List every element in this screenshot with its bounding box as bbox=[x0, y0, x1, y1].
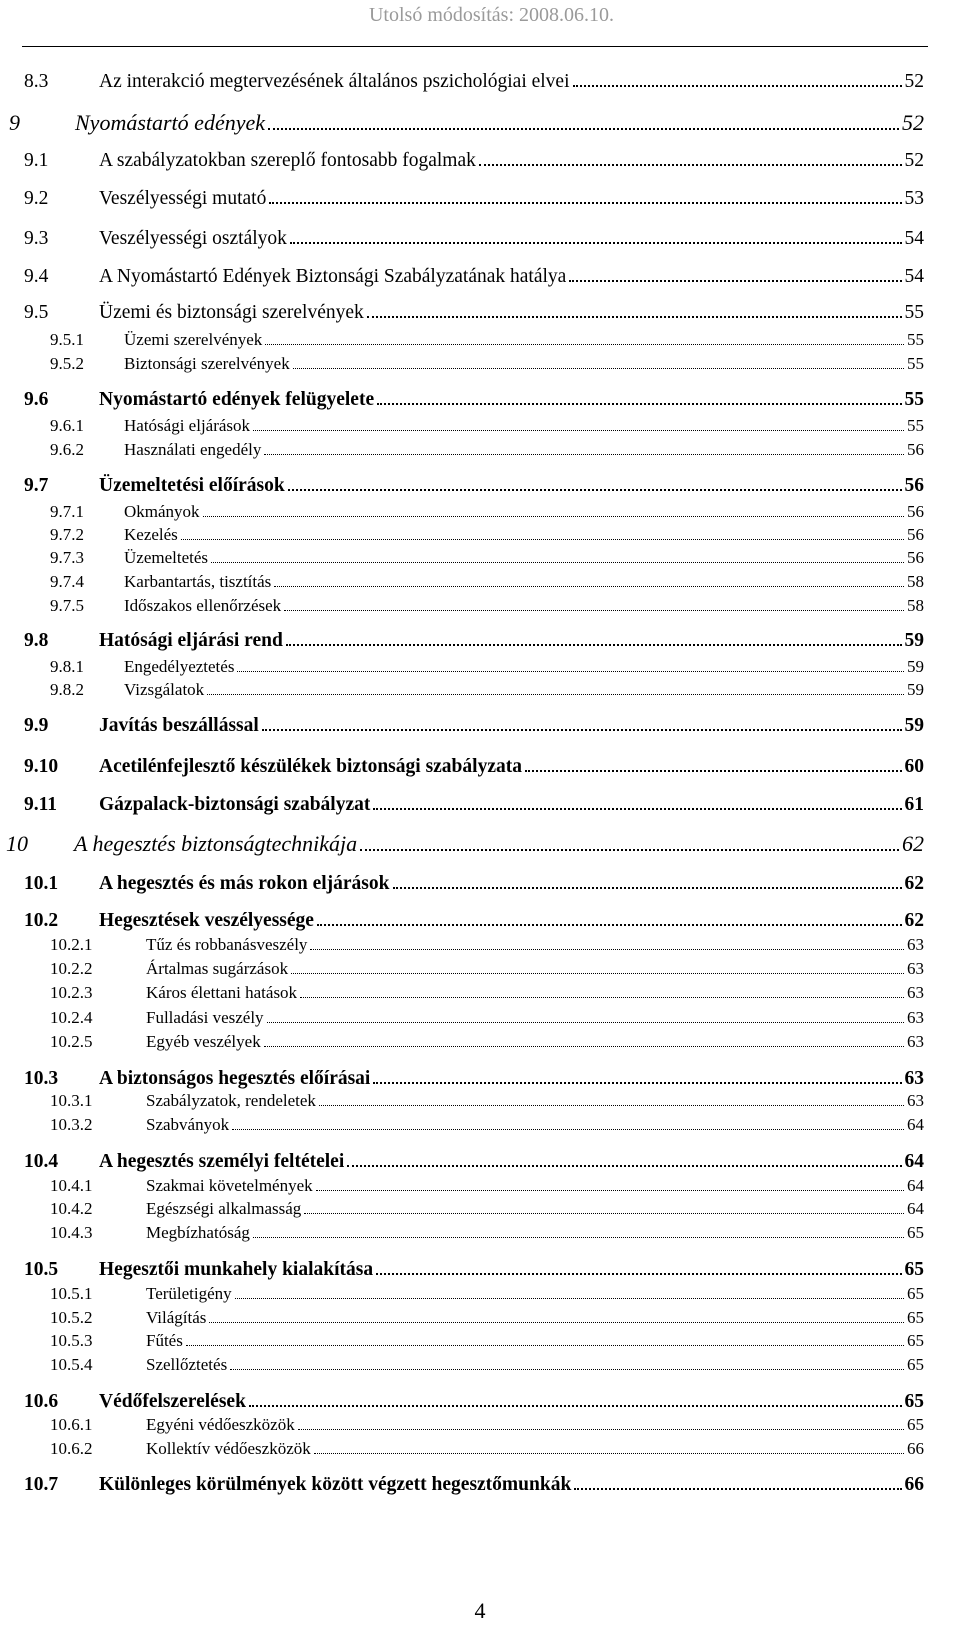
toc-entry-number: 9.5.2 bbox=[50, 354, 84, 373]
toc-entry-number: 9.6.1 bbox=[50, 416, 84, 435]
toc-entry-title: A Nyomástartó Edények Biztonsági Szabályzatának hatálya bbox=[99, 266, 567, 287]
toc-entry-title: Hatósági eljárási rend bbox=[99, 630, 283, 651]
toc-entry-title: Egyéni védőeszközök bbox=[146, 1415, 295, 1434]
toc-entry-page: 59 bbox=[907, 680, 924, 699]
toc-entry[interactable] bbox=[50, 548, 924, 568]
toc-entry[interactable] bbox=[24, 756, 924, 778]
toc-entry-page: 62 bbox=[904, 873, 924, 894]
dot-leader bbox=[286, 644, 902, 646]
toc-entry-number: 10.2.2 bbox=[50, 959, 93, 978]
dot-leader bbox=[264, 454, 904, 455]
toc-entry-number: 9.3 bbox=[24, 228, 49, 249]
dot-leader bbox=[314, 1453, 904, 1454]
toc-entry[interactable] bbox=[24, 873, 924, 895]
dot-leader bbox=[237, 671, 904, 672]
dot-leader bbox=[317, 924, 902, 926]
dot-leader bbox=[574, 1488, 901, 1490]
toc-entry-number: 10.5.4 bbox=[50, 1355, 93, 1374]
toc-entry-number: 10.6.1 bbox=[50, 1415, 93, 1434]
toc-entry-number: 10.2.1 bbox=[50, 935, 93, 954]
toc-entry[interactable] bbox=[24, 188, 924, 210]
toc-entry-page: 65 bbox=[907, 1331, 924, 1350]
dot-leader bbox=[304, 1213, 904, 1214]
dot-leader bbox=[203, 516, 904, 517]
dot-leader bbox=[235, 1298, 904, 1299]
toc-entry-page: 65 bbox=[904, 1259, 924, 1280]
toc-entry-number: 10.5.2 bbox=[50, 1308, 93, 1327]
dot-leader bbox=[373, 808, 901, 810]
toc-entry-number: 10.3.2 bbox=[50, 1115, 93, 1134]
toc-entry-number: 10.6.2 bbox=[50, 1439, 93, 1458]
toc-entry[interactable] bbox=[50, 525, 924, 545]
toc-entry-number: 9.7 bbox=[24, 475, 49, 496]
toc-entry[interactable] bbox=[24, 228, 924, 250]
toc-entry-page: 65 bbox=[907, 1415, 924, 1434]
toc-entry-page: 63 bbox=[907, 959, 924, 978]
dot-leader bbox=[274, 586, 904, 587]
toc-entry-page: 63 bbox=[904, 1068, 924, 1089]
toc-entry[interactable] bbox=[24, 302, 924, 324]
toc-entry-title: Javítás beszállással bbox=[99, 715, 259, 736]
dot-leader bbox=[268, 128, 899, 130]
toc-entry[interactable] bbox=[24, 71, 924, 93]
dot-leader bbox=[207, 694, 904, 695]
dot-leader bbox=[569, 280, 901, 282]
toc-entry-number: 9.7.1 bbox=[50, 502, 84, 521]
toc-entry-title: Szabályzatok, rendeletek bbox=[146, 1091, 316, 1110]
toc-entry-page: 55 bbox=[907, 416, 924, 435]
toc-entry-number: 9.10 bbox=[24, 756, 59, 777]
toc-entry-title: Üzemeltetési előírások bbox=[99, 475, 285, 496]
toc-entry[interactable] bbox=[50, 416, 924, 436]
toc-entry-page: 55 bbox=[904, 302, 924, 323]
toc-entry-number: 9.11 bbox=[24, 794, 58, 815]
toc-entry[interactable] bbox=[50, 1308, 924, 1328]
toc-entry[interactable] bbox=[24, 1068, 924, 1090]
toc-entry-number: 10.2 bbox=[24, 910, 59, 931]
toc-entry-page: 64 bbox=[907, 1176, 924, 1195]
toc-entry-page: 64 bbox=[907, 1199, 924, 1218]
toc-entry-title: Üzemi szerelvények bbox=[124, 330, 263, 349]
toc-entry-title: Világítás bbox=[146, 1308, 207, 1327]
toc-entry-title: Időszakos ellenőrzések bbox=[124, 596, 282, 615]
dot-leader bbox=[377, 403, 901, 405]
toc-entry[interactable] bbox=[50, 983, 924, 1003]
toc-entry-page: 59 bbox=[904, 630, 924, 651]
toc-entry-page: 63 bbox=[907, 1091, 924, 1110]
toc-entry-page: 58 bbox=[907, 572, 924, 591]
toc-entry[interactable] bbox=[50, 596, 924, 616]
toc-entry-title: Gázpalack-biztonsági szabályzat bbox=[99, 794, 371, 815]
page-number: 4 bbox=[474, 1598, 486, 1623]
toc-entry[interactable] bbox=[24, 630, 924, 652]
toc-entry-title: Karbantartás, tisztítás bbox=[124, 572, 272, 591]
toc-entry-title: Veszélyességi mutató bbox=[99, 188, 267, 209]
toc-entry-number: 10.5 bbox=[24, 1259, 59, 1280]
toc-entry[interactable] bbox=[50, 657, 924, 677]
toc-entry-title: Hegesztések veszélyessége bbox=[99, 910, 314, 931]
toc-entry-title: Kezelés bbox=[124, 525, 178, 544]
toc-entry-number: 10.7 bbox=[24, 1474, 59, 1495]
toc-entry-page: 65 bbox=[907, 1308, 924, 1327]
toc-entry[interactable] bbox=[24, 1151, 924, 1173]
toc-entry-page: 52 bbox=[904, 150, 924, 171]
dot-leader bbox=[288, 489, 902, 491]
toc-entry-title: A hegesztés biztonságtechnikája bbox=[74, 831, 358, 856]
toc-entry[interactable] bbox=[24, 266, 924, 288]
toc-entry-title: Kollektív védőeszközök bbox=[146, 1439, 311, 1458]
toc-entry-page: 53 bbox=[904, 188, 924, 209]
toc-entry-page: 56 bbox=[907, 440, 924, 459]
dot-leader bbox=[300, 997, 904, 998]
toc-entry[interactable] bbox=[50, 354, 924, 374]
toc-entry[interactable] bbox=[50, 1199, 924, 1219]
toc-entry[interactable] bbox=[24, 1474, 924, 1496]
toc-entry-number: 10.2.4 bbox=[50, 1008, 93, 1027]
toc-entry-number: 10.4.3 bbox=[50, 1223, 93, 1242]
dot-leader bbox=[298, 1429, 904, 1430]
toc-entry-number: 10.5.3 bbox=[50, 1331, 93, 1350]
toc-entry[interactable] bbox=[50, 959, 924, 979]
dot-leader bbox=[310, 949, 904, 950]
toc-entry-number: 10.2.5 bbox=[50, 1032, 93, 1051]
toc-entry-title: Használati engedély bbox=[124, 440, 262, 459]
toc-entry-title: A biztonságos hegesztés előírásai bbox=[99, 1068, 371, 1089]
toc-entry[interactable] bbox=[50, 330, 924, 350]
dot-leader bbox=[232, 1129, 904, 1130]
toc-entry-number: 10.4.2 bbox=[50, 1199, 93, 1218]
toc-entry-page: 62 bbox=[902, 831, 924, 856]
toc-entry-title: Biztonsági szerelvények bbox=[124, 354, 290, 373]
toc-entry-number: 10.1 bbox=[24, 873, 59, 894]
modification-date-header: Utolsó módosítás: 2008.06.10. bbox=[368, 4, 614, 26]
toc-entry-title: Védőfelszerelések bbox=[99, 1391, 246, 1412]
toc-entry-title: A szabályzatokban szereplő fontosabb fogalmak bbox=[99, 150, 476, 171]
dot-leader bbox=[249, 1405, 902, 1407]
toc-entry-number: 10.4.1 bbox=[50, 1176, 93, 1195]
dot-leader bbox=[186, 1345, 904, 1346]
toc-entry-title: Káros élettani hatások bbox=[146, 983, 298, 1002]
dot-leader bbox=[360, 849, 899, 851]
toc-entry-title: A hegesztés személyi feltételei bbox=[99, 1151, 345, 1172]
toc-entry-title: Vizsgálatok bbox=[124, 680, 205, 699]
toc-entry-number: 10.5.1 bbox=[50, 1284, 93, 1303]
toc-entry-page: 52 bbox=[902, 110, 924, 135]
toc-entry[interactable] bbox=[24, 1391, 924, 1413]
toc-entry-title: Fulladási veszély bbox=[146, 1008, 264, 1027]
toc-entry-title: Fűtés bbox=[146, 1331, 183, 1350]
toc-entry-title: Acetilénfejlesztő készülékek biztonsági szabályzata bbox=[99, 756, 522, 777]
toc-entry-page: 64 bbox=[904, 1151, 924, 1172]
dot-leader bbox=[367, 316, 902, 318]
dot-leader bbox=[262, 729, 902, 731]
toc-entry-title: Szakmai követelmények bbox=[146, 1176, 313, 1195]
dot-leader bbox=[265, 344, 904, 345]
toc-entry[interactable] bbox=[24, 1259, 924, 1281]
toc-entry-number: 9.7.4 bbox=[50, 572, 84, 591]
toc-entry[interactable] bbox=[50, 1355, 924, 1375]
toc-entry-title: Üzemeltetés bbox=[124, 548, 209, 567]
toc-entry-title: Engedélyeztetés bbox=[124, 657, 235, 676]
toc-entry[interactable] bbox=[50, 572, 924, 592]
toc-entry-number: 10.4 bbox=[24, 1151, 59, 1172]
toc-entry-page: 62 bbox=[904, 910, 924, 931]
toc-entry-page: 56 bbox=[904, 475, 924, 496]
toc-entry[interactable] bbox=[24, 475, 924, 497]
toc-entry-page: 63 bbox=[907, 983, 924, 1002]
toc-entry-number: 9.7.3 bbox=[50, 548, 84, 567]
toc-entry[interactable] bbox=[50, 680, 924, 700]
dot-leader bbox=[181, 539, 904, 540]
toc-entry[interactable] bbox=[24, 794, 924, 816]
toc-entry-number: 10.3.1 bbox=[50, 1091, 93, 1110]
dot-leader bbox=[253, 430, 904, 431]
toc-entry-number: 9.6 bbox=[24, 389, 49, 410]
dot-leader bbox=[284, 610, 904, 611]
toc-entry-page: 65 bbox=[907, 1223, 924, 1242]
toc-entry-number: 9.8 bbox=[24, 630, 49, 651]
toc-entry[interactable] bbox=[50, 935, 924, 955]
dot-leader bbox=[573, 85, 902, 87]
toc-entry-page: 63 bbox=[907, 1032, 924, 1051]
toc-entry-page: 55 bbox=[907, 354, 924, 373]
toc-entry[interactable] bbox=[50, 1008, 924, 1028]
toc-entry-title: Hatósági eljárások bbox=[124, 416, 251, 435]
toc-entry-number: 9.6.2 bbox=[50, 440, 84, 459]
toc-entry-number: 9.1 bbox=[24, 150, 49, 171]
toc-entry-number: 10 bbox=[6, 831, 28, 856]
toc-entry[interactable] bbox=[50, 1115, 924, 1135]
toc-entry[interactable] bbox=[50, 1439, 924, 1459]
toc-entry-page: 66 bbox=[904, 1474, 924, 1495]
toc-entry-number: 10.3 bbox=[24, 1068, 59, 1089]
toc-entry-title: Tűz és robbanásveszély bbox=[146, 935, 308, 954]
toc-entry-number: 9.8.2 bbox=[50, 680, 84, 699]
dot-leader bbox=[230, 1369, 904, 1370]
toc-entry-page: 55 bbox=[907, 330, 924, 349]
toc-entry-number: 9.2 bbox=[24, 188, 49, 209]
dot-leader bbox=[269, 202, 901, 204]
toc-entry[interactable] bbox=[50, 1091, 924, 1111]
toc-entry-title: A hegesztés és más rokon eljárások bbox=[99, 873, 390, 894]
toc-entry-page: 64 bbox=[907, 1115, 924, 1134]
toc-entry[interactable] bbox=[50, 440, 924, 460]
dot-leader bbox=[525, 770, 902, 772]
dot-leader bbox=[347, 1165, 901, 1167]
toc-entry-title: Veszélyességi osztályok bbox=[99, 228, 287, 249]
dot-leader bbox=[316, 1190, 904, 1191]
toc-entry-page: 58 bbox=[907, 596, 924, 615]
toc-entry-title: Különleges körülmények között végzett hegesztőmunkák bbox=[99, 1474, 572, 1495]
toc-entry-number: 10.2.3 bbox=[50, 983, 93, 1002]
toc-entry-number: 9.5 bbox=[24, 302, 49, 323]
toc-entry-page: 59 bbox=[904, 715, 924, 736]
toc-entry-page: 59 bbox=[907, 657, 924, 676]
toc-entry[interactable] bbox=[9, 110, 924, 136]
toc-entry-title: Nyomástartó edények bbox=[75, 110, 265, 135]
toc-entry[interactable] bbox=[24, 389, 924, 411]
dot-leader bbox=[293, 368, 904, 369]
toc-entry-page: 65 bbox=[904, 1391, 924, 1412]
toc-entry-page: 52 bbox=[904, 71, 924, 92]
toc-entry-page: 56 bbox=[907, 502, 924, 521]
toc-entry-number: 9.7.2 bbox=[50, 525, 84, 544]
toc-entry-title: Területigény bbox=[146, 1284, 232, 1303]
toc-entry-page: 61 bbox=[904, 794, 924, 815]
dot-leader bbox=[479, 164, 902, 166]
toc-entry-page: 54 bbox=[904, 228, 924, 249]
toc-entry-page: 63 bbox=[907, 1008, 924, 1027]
toc-entry-title: Egyéb veszélyek bbox=[146, 1032, 261, 1051]
toc-entry-title: Szellőztetés bbox=[146, 1355, 228, 1374]
toc-entry-number: 9.7.5 bbox=[50, 596, 84, 615]
toc-entry[interactable] bbox=[50, 1176, 924, 1196]
toc-entry[interactable] bbox=[6, 831, 924, 857]
toc-entry-page: 56 bbox=[907, 548, 924, 567]
toc-entry-title: Megbízhatóság bbox=[146, 1223, 250, 1242]
toc-entry[interactable] bbox=[50, 1223, 924, 1243]
dot-leader bbox=[290, 242, 902, 244]
toc-entry-number: 9.8.1 bbox=[50, 657, 84, 676]
toc-entry-title: Üzemi és biztonsági szerelvények bbox=[99, 302, 364, 323]
dot-leader bbox=[209, 1322, 904, 1323]
dot-leader bbox=[319, 1105, 904, 1106]
toc-entry-page: 55 bbox=[904, 389, 924, 410]
toc-entry[interactable] bbox=[50, 1032, 924, 1052]
dot-leader bbox=[291, 973, 904, 974]
toc-entry-number: 9.4 bbox=[24, 266, 49, 287]
dot-leader bbox=[211, 562, 904, 563]
toc-entry-title: Nyomástartó edények felügyelete bbox=[99, 389, 375, 410]
toc-entry-title: Hegesztői munkahely kialakítása bbox=[99, 1259, 374, 1280]
toc-entry[interactable] bbox=[24, 715, 924, 737]
toc-entry[interactable] bbox=[50, 1415, 924, 1435]
toc-entry-title: Az interakció megtervezésének általános pszichológiai elvei bbox=[99, 71, 570, 92]
dot-leader bbox=[253, 1237, 904, 1238]
toc-entry-page: 63 bbox=[907, 935, 924, 954]
toc-entry-title: Okmányok bbox=[124, 502, 200, 521]
toc-entry-number: 10.6 bbox=[24, 1391, 59, 1412]
toc-entry-page: 56 bbox=[907, 525, 924, 544]
toc-entry-number: 9.9 bbox=[24, 715, 49, 736]
dot-leader bbox=[264, 1046, 904, 1047]
dot-leader bbox=[376, 1273, 901, 1275]
dot-leader bbox=[373, 1082, 901, 1084]
toc-entry-title: Szabványok bbox=[146, 1115, 230, 1134]
toc-entry[interactable] bbox=[50, 502, 924, 522]
toc-entry-title: Ártalmas sugárzások bbox=[146, 959, 289, 978]
toc-entry[interactable] bbox=[50, 1284, 924, 1304]
toc-entry-title: Egészségi alkalmasság bbox=[146, 1199, 302, 1218]
toc-entry-number: 8.3 bbox=[24, 71, 49, 92]
dot-leader bbox=[393, 887, 902, 889]
toc-entry-page: 65 bbox=[907, 1355, 924, 1374]
toc-entry-page: 60 bbox=[904, 756, 924, 777]
toc-entry-page: 66 bbox=[907, 1439, 924, 1458]
toc-entry[interactable] bbox=[24, 910, 924, 932]
toc-entry-page: 54 bbox=[904, 266, 924, 287]
toc-entry[interactable] bbox=[24, 150, 924, 172]
toc-entry-number: 9 bbox=[9, 110, 20, 135]
dot-leader bbox=[267, 1022, 904, 1023]
toc-entry-number: 9.5.1 bbox=[50, 330, 84, 349]
toc-entry-page: 65 bbox=[907, 1284, 924, 1303]
toc-entry[interactable] bbox=[50, 1331, 924, 1351]
